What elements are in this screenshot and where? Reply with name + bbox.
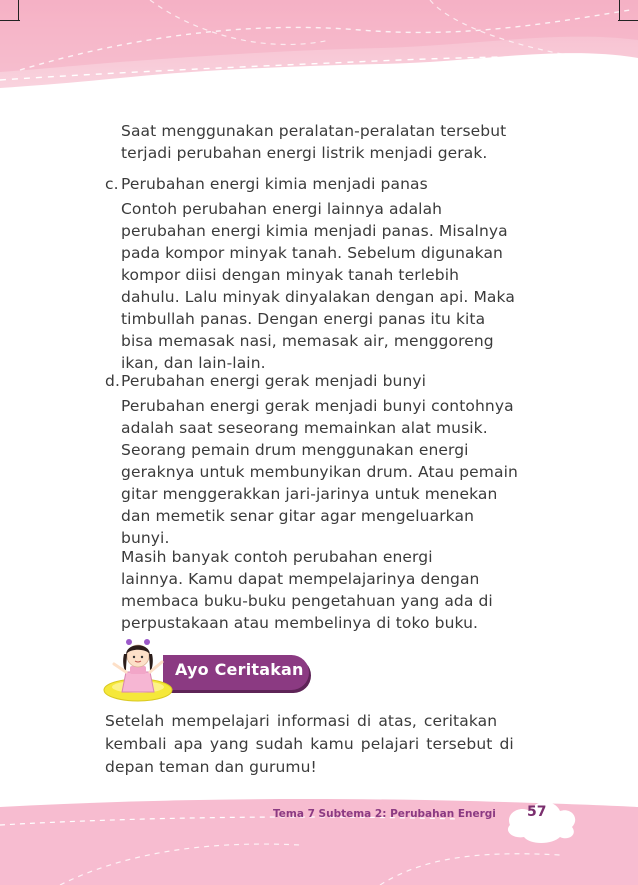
closing-line: membaca buku-buku pengetahuan yang ada di xyxy=(121,592,493,610)
section-d-line: adalah saat seseorang memainkan alat musik. xyxy=(121,419,488,437)
section-d-line: geraknya untuk membunyikan drum. Atau pemain xyxy=(121,463,518,481)
activity-line: depan teman dan gurumu! xyxy=(105,758,317,776)
section-c-line: bisa memasak nasi, memasak air, menggoreng xyxy=(121,332,494,350)
closing-line: lainnya. Kamu dapat mempelajarinya dengan xyxy=(121,570,480,588)
section-d-line: bunyi. xyxy=(121,529,170,547)
section-d-line: Perubahan energi gerak menjadi bunyi contohnya xyxy=(121,397,514,415)
section-d-title: Perubahan energi gerak menjadi bunyi xyxy=(121,372,427,390)
section-c-title: Perubahan energi kimia menjadi panas xyxy=(121,175,428,193)
section-d-marker: d. xyxy=(105,372,120,390)
section-c-line: ikan, dan lain-lain. xyxy=(121,354,266,372)
section-d-line: Seorang pemain drum menggunakan energi xyxy=(121,441,469,459)
activity-line: kembali apa yang sudah kamu pelajari tersebut di xyxy=(105,735,514,753)
crop-mark xyxy=(619,0,620,20)
page-number: 57 xyxy=(527,804,547,820)
crop-mark xyxy=(18,0,19,20)
activity-banner-label: Ayo Ceritakan xyxy=(175,660,304,679)
crop-mark xyxy=(618,20,638,21)
section-c-line: perubahan energi kimia menjadi panas. Misalnya xyxy=(121,222,508,240)
section-c-marker: c. xyxy=(105,175,119,193)
section-c-line: pada kompor minyak tanah. Sebelum digunakan xyxy=(121,244,503,262)
section-d-line: dan memetik senar gitar agar mengeluarkan xyxy=(121,507,474,525)
section-c-heading xyxy=(105,173,565,195)
top-decorative-band xyxy=(0,0,638,100)
activity-line: Setelah mempelajari informasi di atas, ceritakan xyxy=(105,712,498,730)
section-d-line: gitar menggerakkan jari-jarinya untuk menekan xyxy=(121,485,498,503)
girl-mascot-illustration xyxy=(102,632,174,704)
closing-line: perpustakaan atau membelinya di toko buku. xyxy=(121,614,479,632)
intro-line-1: Saat menggunakan peralatan-peralatan tersebut xyxy=(121,122,507,140)
crop-mark xyxy=(0,20,20,21)
section-c-line: kompor diisi dengan minyak tanah terlebih xyxy=(121,266,460,284)
intro-line-2: terjadi perubahan energi listrik menjadi gerak. xyxy=(121,144,488,162)
section-c-line: dahulu. Lalu minyak dinyalakan dengan api. Maka xyxy=(121,288,515,306)
section-c-line: timbullah panas. Dengan energi panas itu kita xyxy=(121,310,486,328)
section-d-heading xyxy=(105,370,565,392)
closing-line: Masih banyak contoh perubahan energi xyxy=(121,548,433,566)
section-c-line: Contoh perubahan energi lainnya adalah xyxy=(121,200,443,218)
running-title: Tema 7 Subtema 2: Perubahan Energi xyxy=(273,808,496,820)
